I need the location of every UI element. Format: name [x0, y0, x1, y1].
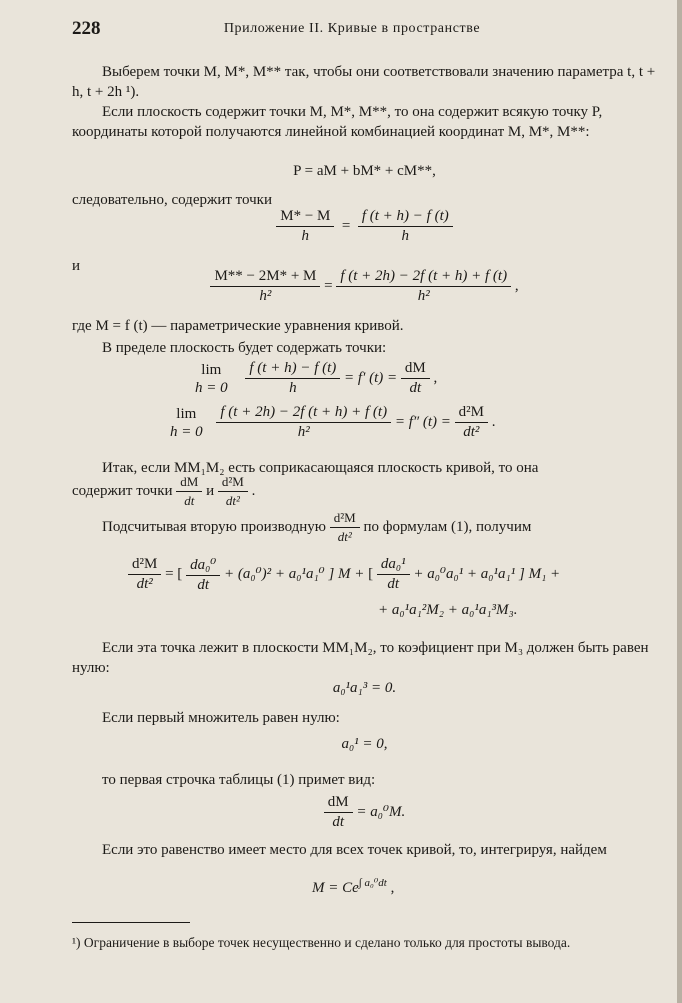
fraction: $\frac{dM}{dt}$ — [176, 474, 202, 509]
paragraph-table-row: то первая строчка таблицы (1) примет вид: — [102, 772, 376, 788]
paragraph-therefore: следовательно, содержит точки — [72, 192, 272, 208]
fraction: $\frac{f (t + 2h) - 2f (t + h) + f (t)}{\text{h²}}$ — [336, 268, 511, 305]
paragraph-choose-points: Выберем точки M, M*, M** так, чтобы они соответствовали значению параметра t, t + h, t + 2h ¹). — [72, 64, 656, 100]
equation-second-derivative-cont: + a₀¹a₁²M₂ + a₀¹a₁³M₃. — [378, 602, 518, 618]
equation-first-row: $\frac{dM}{dt}$ = a₀⁰M. — [72, 794, 657, 831]
fraction: $\frac{f (t + h) - f (t)}{h}$ — [245, 360, 340, 397]
paragraph-osculating-plane: Итак, если MM₁M₂ есть соприкасающаяся плоскость кривой, то она — [102, 460, 539, 476]
paragraph-second-derivative: Подсчитывая вторую производную $\frac{\text{d²M}}{\text{dt²}}$ по формулам (1), получим — [102, 510, 532, 544]
fraction: $\frac{f (t + h) - f (t)}{h}$ — [358, 208, 453, 245]
footnote-rule — [72, 922, 190, 923]
fraction: $\frac{\text{d²M}}{\text{dt²}}$ — [128, 556, 161, 593]
paragraph-limit-intro: В пределе плоскость будет содержать точки: — [102, 340, 387, 356]
equation-product-zero: a₀¹a₁³ = 0. — [332, 680, 397, 696]
equation-solution: $M = Ce^{\int a_0^0dt}$ , — [312, 877, 395, 896]
footnote: ¹) Ограничение в выборе точек несущественно и сделано только для простоты вывода. — [72, 935, 571, 950]
equation-second-limit: lim h = 0 $\frac{f (t + 2h) - 2f (t + h) + f (t)}{\text{h²}}$ = f″ (t) = $\frac{\text{d²M}}{\text{dt²}}$ . — [170, 404, 496, 440]
fraction: $\frac{\text{da₀⁰}}{dt}$ — [186, 555, 220, 594]
limit-operator: lim h = 0 — [195, 361, 228, 396]
fraction: $\frac{dM}{dt}$ — [401, 360, 430, 397]
fraction: $\frac{M* - M}{h}$ — [276, 208, 334, 245]
fraction: $\frac{\text{da₀¹}}{dt}$ — [377, 556, 410, 593]
equation-first-difference: $\frac{M* - M}{h}$ = $\frac{f (t + h) - f (t)}{h}$ — [72, 208, 657, 245]
paragraph-first-factor: Если первый множитель равен нулю: — [102, 710, 340, 726]
fraction: $\frac{M** - 2M* + M}{\text{h²}}$ — [210, 268, 320, 305]
running-title: Приложение II. Кривые в пространстве — [223, 21, 481, 36]
fraction: $\frac{\text{d²M}}{\text{dt²}}$ — [330, 510, 360, 545]
conjunction-and: и — [72, 258, 81, 274]
paragraph-coefficient: Если эта точка лежит в плоскости MM₁M₂, то коэфициент при M₃ должен быть равен нулю: — [72, 640, 649, 676]
equation-linear-combination: P = aM + bM* + cM**, — [293, 163, 436, 179]
limit-operator: lim h = 0 — [170, 405, 203, 440]
paragraph-parametric: где M = f (t) — параметрические уравнения кривой. — [72, 318, 404, 334]
paragraph-osculating-points: содержит точки $\frac{dM}{dt}$ и $\frac{\text{d²M}}{\text{dt²}}$ . — [72, 474, 256, 508]
equation-second-derivative: $\frac{\text{d²M}}{\text{dt²}}$ = [ $\frac{\text{da₀⁰}}{dt}$ + (a₀⁰)² + a₀¹a₁⁰ ] M + [ $\frac{\text{da₀¹}}{dt}$ + a₀⁰a₀¹ + a₀¹a₁¹ ] M₁ + — [128, 555, 560, 594]
page-edge — [677, 0, 682, 1003]
equation-factor-zero: a₀¹ = 0, — [341, 736, 388, 752]
paragraph-plane-contains: Если плоскость содержит точки M, M*, M**, то она содержит всякую точку P, координаты которой получаются линейной комбинацией координат M, M*, M**: — [72, 104, 603, 140]
paragraph-integrating: Если это равенство имеет место для всех точек кривой, то, интегрируя, найдем — [102, 842, 607, 858]
running-header — [72, 18, 632, 40]
equation-first-limit: lim h = 0 $\frac{f (t + h) - f (t)}{h}$ = f′ (t) = $\frac{dM}{dt}$ , — [195, 360, 438, 396]
equation-second-difference: $\frac{M** - 2M* + M}{\text{h²}}$ = $\frac{f (t + 2h) - 2f (t + h) + f (t)}{\text{h²}}$ , — [72, 268, 657, 305]
fraction: $\frac{dM}{dt}$ — [324, 794, 353, 831]
fraction: $\frac{\text{d²M}}{\text{dt²}}$ — [455, 404, 488, 441]
fraction: $\frac{f (t + 2h) - 2f (t + h) + f (t)}{\text{h²}}$ — [216, 404, 391, 441]
page-number: 228 — [72, 18, 101, 39]
fraction: $\frac{\text{d²M}}{\text{dt²}}$ — [218, 474, 248, 509]
